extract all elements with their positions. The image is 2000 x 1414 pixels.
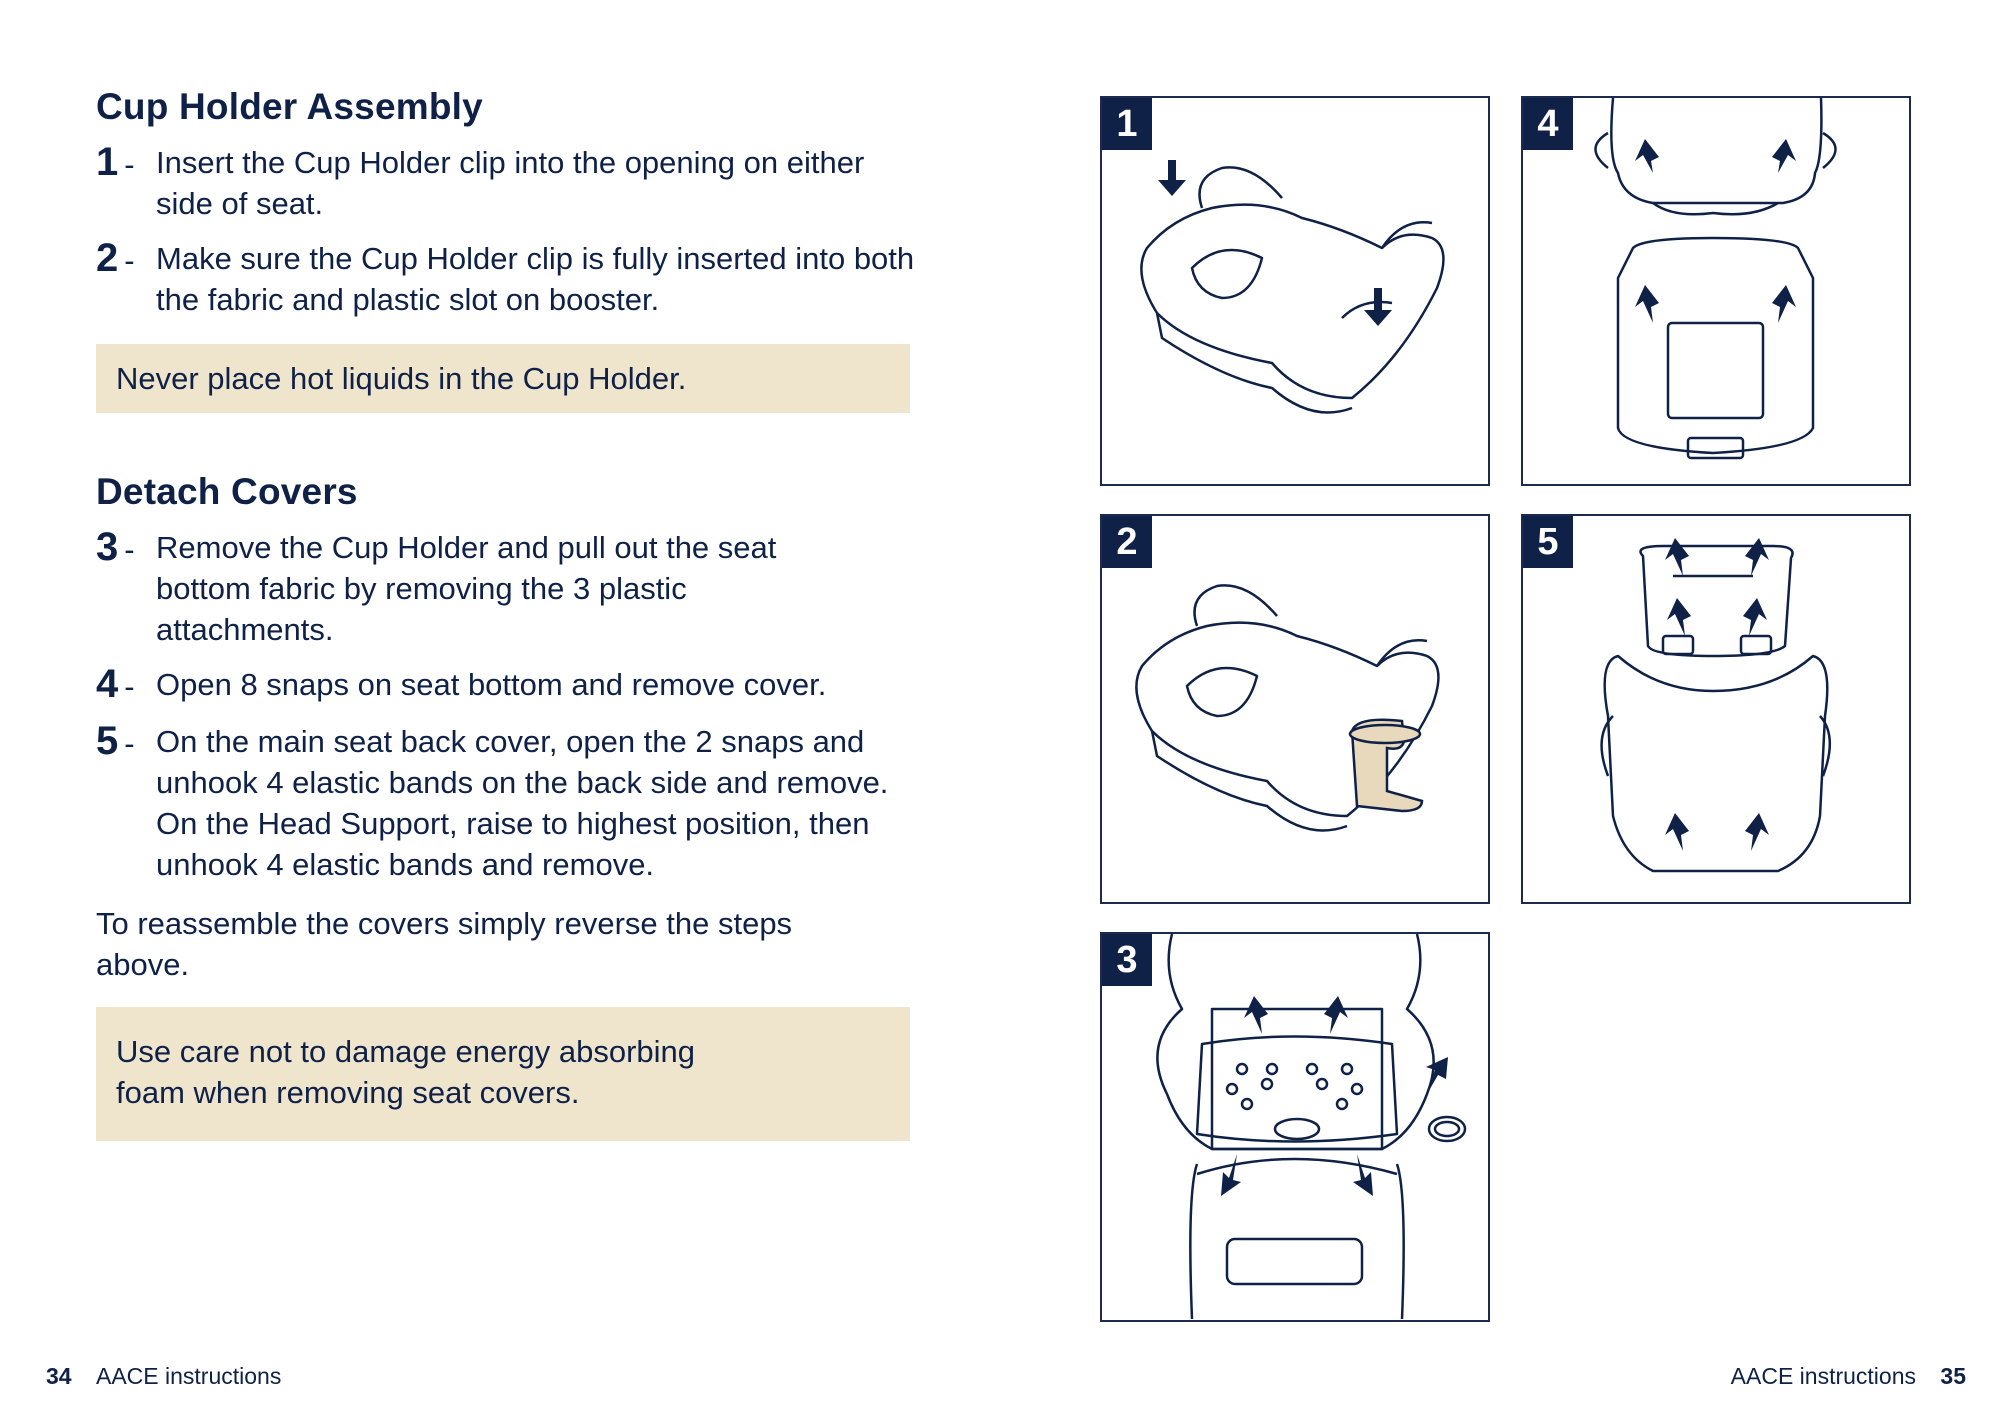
figure-number: 3: [1102, 934, 1152, 986]
instructions-column: [96, 86, 916, 1141]
step-number: 1: [96, 140, 119, 184]
step-number: 2: [96, 236, 119, 280]
step-number: 4: [96, 662, 119, 706]
footer-right: [1731, 1363, 1966, 1390]
booster-seat-illustration: [1102, 98, 1488, 484]
seat-back-cover-illustration: [1523, 516, 1909, 902]
section-title-detach-covers: Detach Covers: [96, 471, 358, 512]
figure-panel-5: [1521, 514, 1911, 904]
step-number: 3: [96, 525, 119, 569]
step-text: Make sure the Cup Holder clip is fully inserted into both the fabric and plastic slot on booster.: [156, 241, 915, 317]
figure-panel-1: [1100, 96, 1490, 486]
figure-panel-3: [1100, 932, 1490, 1322]
footer-right-text: AACE instructions: [1730, 1363, 1917, 1389]
warning-note-foam: Use care not to damage energy absorbing foam when removing seat covers.: [96, 1007, 910, 1141]
page-number-left: 34: [46, 1363, 72, 1389]
step-number: 5: [96, 719, 119, 763]
step-text: Open 8 snaps on seat bottom and remove cover.: [156, 667, 827, 702]
section-title-cup-holder: Cup Holder Assembly: [96, 86, 483, 127]
step-text: On the main seat back cover, open the 2 snaps and unhook 4 elastic bands on the back side and remove. On the Head Support, raise to highest position, then unhook 4 elastic bands and remove.: [156, 724, 889, 882]
reassemble-text: To reassemble the covers simply reverse the steps above.: [96, 906, 793, 982]
footer-left: [46, 1363, 281, 1390]
step-2: 2 - Make sure the Cup Holder clip is fully inserted into both the fabric and plastic slot on booster.: [96, 238, 916, 320]
figure-panel-4: [1521, 96, 1911, 486]
step-5: 5 - On the main seat back cover, open the 2 snaps and unhook 4 elastic bands on the back side and remove. On the Head Support, raise to highest position, then unhook 4 elastic bands and remove.: [96, 721, 916, 885]
step-text: Insert the Cup Holder clip into the opening on either side of seat.: [156, 145, 865, 221]
step-text: Remove the Cup Holder and pull out the seat bottom fabric by removing the 3 plastic attachments.: [156, 530, 777, 647]
step-1: 1 - Insert the Cup Holder clip into the opening on either side of seat.: [96, 142, 916, 224]
seat-bottom-cover-illustration: [1102, 934, 1488, 1320]
figure-number: 4: [1523, 98, 1573, 150]
figure-number: 1: [1102, 98, 1152, 150]
figure-number: 5: [1523, 516, 1573, 568]
footer-left-text: AACE instructions: [95, 1363, 282, 1389]
figure-panel-2: [1100, 514, 1490, 904]
step-4: 4 - Open 8 snaps on seat bottom and remove cover.: [96, 664, 916, 707]
step-3: 3 - Remove the Cup Holder and pull out the seat bottom fabric by removing the 3 plastic attachments.: [96, 527, 916, 650]
warning-note-hot-liquids: Never place hot liquids in the Cup Holder.: [96, 344, 910, 413]
booster-with-cup-holder-illustration: [1102, 516, 1488, 902]
page-number-right: 35: [1940, 1363, 1966, 1389]
figure-number: 2: [1102, 516, 1152, 568]
seat-back-illustration: [1523, 98, 1909, 484]
